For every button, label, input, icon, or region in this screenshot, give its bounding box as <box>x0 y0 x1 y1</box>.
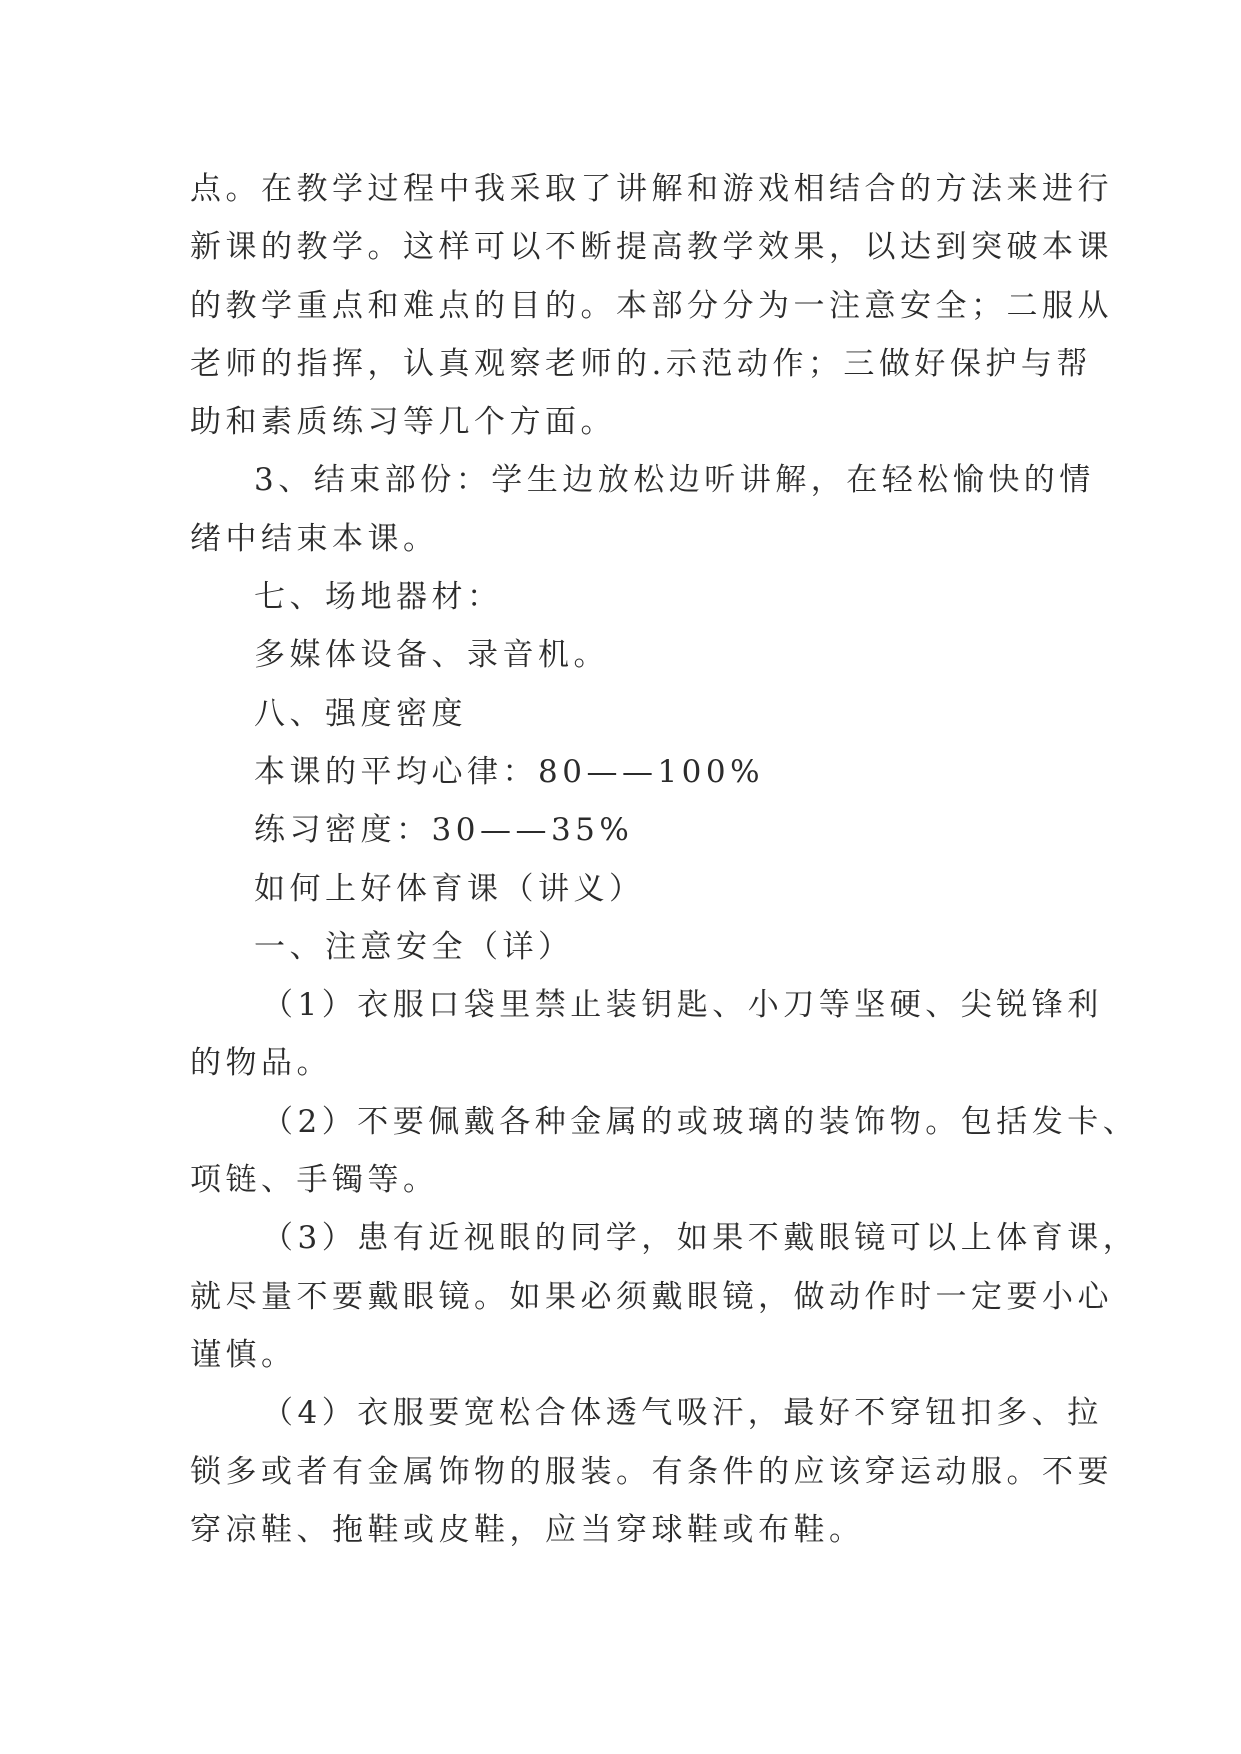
text-line: 项链、手镯等。 <box>190 1162 439 1199</box>
text-line: 助和素质练习等几个方面。 <box>190 404 616 441</box>
list-item: （1）衣服口袋里禁止装钥匙、小刀等坚硬、尖锐锋利 <box>262 987 1103 1024</box>
list-item: （4）衣服要宽松合体透气吸汗，最好不穿钮扣多、拉 <box>262 1395 1103 1432</box>
text-line: 的教学重点和难点的目的。本部分分为一注意安全；二服从 <box>190 287 1113 324</box>
section-heading: 八、强度密度 <box>254 695 467 732</box>
text-line: 老师的指挥，认真观察老师的.示范动作；三做好保护与帮 <box>190 345 1092 382</box>
text-line: 多媒体设备、录音机。 <box>254 637 609 674</box>
text-line: 穿凉鞋、拖鞋或皮鞋，应当穿球鞋或布鞋。 <box>190 1511 865 1548</box>
text-line: 新课的教学。这样可以不断提高教学效果，以达到突破本课 <box>190 229 1113 266</box>
section-heading: 七、场地器材： <box>254 579 503 616</box>
text-line: 练习密度：30——35% <box>254 812 634 849</box>
text-line: 本课的平均心律：80——100% <box>254 753 765 790</box>
text-line: 绪中结束本课。 <box>190 520 439 557</box>
text-line: 谨慎。 <box>190 1336 297 1373</box>
document-body <box>190 160 1139 1559</box>
document-subtitle: 如何上好体育课（讲义） <box>254 870 645 907</box>
text-line: 的物品。 <box>190 1045 332 1082</box>
text-line: 3、结束部份：学生边放松边听讲解，在轻松愉快的情 <box>254 462 1095 499</box>
section-heading: 一、注意安全（详） <box>254 928 574 965</box>
text-line: 锁多或者有金属饰物的服装。有条件的应该穿运动服。不要 <box>190 1453 1113 1490</box>
list-item: （2）不要佩戴各种金属的或玻璃的装饰物。包括发卡、 <box>262 1103 1139 1140</box>
list-item: （3）患有近视眼的同学，如果不戴眼镜可以上体育课， <box>262 1220 1139 1257</box>
text-line: 就尽量不要戴眼镜。如果必须戴眼镜，做动作时一定要小心 <box>190 1278 1113 1315</box>
text-line: 点。在教学过程中我采取了讲解和游戏相结合的方法来进行 <box>190 171 1113 207</box>
